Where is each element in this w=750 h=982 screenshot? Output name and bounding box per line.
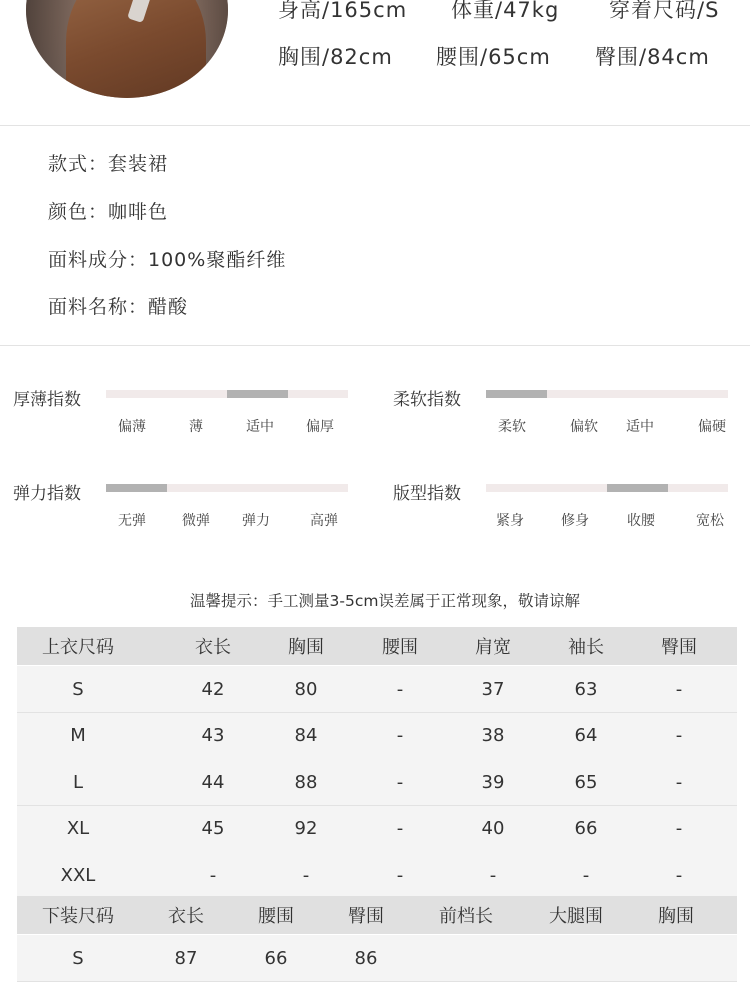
table-header-cell: 臀围 — [661, 637, 697, 658]
index-label: 宽松 — [696, 513, 724, 529]
table-cell: - — [675, 725, 683, 746]
index-level-marker — [106, 484, 167, 492]
table-cell: 44 — [201, 771, 225, 793]
table-header-cell: 前档长 — [439, 906, 493, 927]
model-bust: 胸围/82cm — [278, 45, 393, 69]
table-cell: 88 — [294, 771, 318, 793]
divider — [0, 345, 750, 346]
index-label: 偏厚 — [306, 419, 334, 435]
table-header-cell: 下装尺码 — [42, 906, 114, 927]
index-label: 适中 — [626, 419, 654, 435]
table-header-cell: 大腿围 — [549, 906, 603, 927]
table-cell: - — [675, 771, 683, 793]
table-cell: 92 — [294, 818, 318, 839]
index-label: 高弹 — [310, 513, 338, 529]
index-level-marker — [607, 484, 668, 492]
index-label: 偏硬 — [698, 419, 726, 435]
index-level-marker — [227, 390, 288, 398]
table-cell: - — [396, 678, 404, 700]
table-cell: - — [675, 864, 683, 886]
index-label: 弹力 — [242, 513, 270, 529]
model-size: 穿着尺码/S — [609, 0, 720, 22]
table-cell: XXL — [60, 864, 96, 886]
table-cell: L — [72, 771, 84, 793]
table-cell: 66 — [264, 947, 288, 969]
table-cell: - — [582, 864, 590, 886]
table-cell: S — [72, 678, 84, 700]
table-cell: 37 — [481, 678, 505, 700]
table-row — [17, 713, 737, 760]
index-label: 薄 — [189, 419, 203, 435]
index-label: 适中 — [246, 419, 274, 435]
index-bar — [486, 484, 728, 492]
table-cell: 45 — [201, 818, 225, 839]
table-cell: 86 — [354, 947, 378, 969]
table-header-cell: 腰围 — [258, 906, 294, 927]
table-cell: S — [72, 947, 84, 969]
table-cell — [526, 935, 626, 981]
table-header-cell: 胸围 — [288, 637, 324, 658]
index-label: 无弹 — [118, 513, 146, 529]
index-label: 偏薄 — [118, 419, 146, 435]
table-cell — [416, 935, 516, 981]
table-cell: M — [70, 725, 86, 746]
table-header-cell: 腰围 — [382, 637, 418, 658]
table-cell: - — [396, 725, 404, 746]
index-label: 偏软 — [570, 419, 598, 435]
table-header-cell: 肩宽 — [475, 637, 511, 658]
table-header-row — [17, 896, 737, 934]
table-header-cell: 衣长 — [168, 906, 204, 927]
table-header-row — [17, 627, 737, 665]
table-cell: - — [302, 864, 310, 886]
table-cell: 42 — [201, 678, 225, 700]
table-cell: - — [489, 864, 497, 886]
table-cell — [626, 935, 726, 981]
table-cell: 87 — [174, 947, 198, 969]
index-label: 收腰 — [627, 513, 655, 529]
table-cell: - — [396, 771, 404, 793]
index-label: 紧身 — [496, 513, 524, 529]
product-fabric: 面料名称：醋酸 — [48, 296, 189, 318]
table-row — [17, 806, 737, 853]
model-photo — [26, 0, 228, 98]
index-bar — [106, 390, 348, 398]
measurement-tip: 温馨提示：手工测量3-5cm误差属于正常现象，敬请谅解 — [190, 592, 580, 610]
index-label: 修身 — [561, 513, 589, 529]
index-level-marker — [486, 390, 547, 398]
table-cell: - — [396, 864, 404, 886]
table-cell: 40 — [481, 818, 505, 839]
product-color: 颜色：咖啡色 — [48, 201, 169, 223]
model-height: 身高/165cm — [278, 0, 408, 22]
table-cell: 66 — [574, 818, 598, 839]
index-title: 弹力指数 — [13, 484, 81, 504]
table-cell: 84 — [294, 725, 318, 746]
index-bar — [486, 390, 728, 398]
table-row — [17, 666, 737, 713]
divider — [0, 125, 750, 126]
table-cell: 38 — [481, 725, 505, 746]
index-title: 柔软指数 — [393, 390, 461, 410]
table-cell: 65 — [574, 771, 598, 793]
table-row — [17, 935, 737, 982]
index-label: 微弹 — [182, 513, 210, 529]
table-cell: 39 — [481, 771, 505, 793]
table-cell: 64 — [574, 725, 598, 746]
table-cell: 80 — [294, 678, 318, 700]
table-header-cell: 衣长 — [195, 637, 231, 658]
index-label: 柔软 — [498, 419, 526, 435]
model-hip: 臀围/84cm — [595, 45, 710, 69]
table-header-cell: 上衣尺码 — [42, 637, 114, 658]
table-row — [17, 759, 737, 806]
product-style: 款式：套装裙 — [48, 153, 169, 175]
table-cell: 43 — [201, 725, 225, 746]
table-cell: XL — [66, 818, 90, 839]
table-cell: - — [209, 864, 217, 886]
table-cell: - — [396, 818, 404, 839]
table-row — [17, 852, 737, 899]
model-waist: 腰围/65cm — [436, 45, 551, 69]
table-header-cell: 臀围 — [348, 906, 384, 927]
table-header-cell: 胸围 — [658, 906, 694, 927]
table-cell: - — [675, 818, 683, 839]
model-weight: 体重/47kg — [451, 0, 560, 22]
table-cell: 63 — [574, 678, 598, 700]
index-title: 版型指数 — [393, 484, 461, 504]
product-composition: 面料成分：100%聚酯纤维 — [48, 249, 287, 271]
index-bar — [106, 484, 348, 492]
index-title: 厚薄指数 — [13, 390, 81, 410]
table-header-cell: 袖长 — [568, 637, 604, 658]
table-cell: - — [675, 678, 683, 700]
